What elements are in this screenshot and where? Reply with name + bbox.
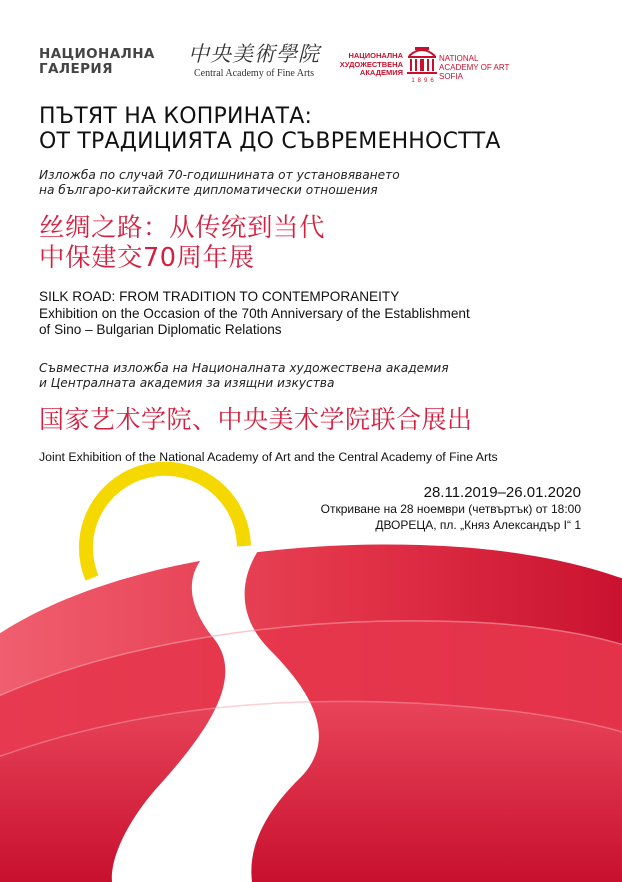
naa-logo [339,42,539,88]
national-gallery-logo-line: НАЦИОНАЛНА [39,46,155,62]
naa-logo-bulgarian-line: АКАДЕМИЯ [359,68,403,77]
academy-building-icon [405,42,439,78]
event-opening: Откриване на 28 ноември (четвъртък) от 18:00 [320,502,581,516]
naa-logo-bulgarian-line: ХУДОЖЕСТВЕНА [339,59,403,69]
joint-exhibition-bulgarian-line: Съвместна изложба на Националната художествена академия [39,361,449,375]
naa-logo-year: 1896 [411,78,437,84]
event-dates: 28.11.2019–26.01.2020 [423,484,581,501]
title-chinese-line: 丝绸之路：从传统到当代 [39,213,326,243]
event-details [321,484,581,533]
title-chinese [39,213,325,273]
cafa-logo-chinese: 中央美術學院 [188,42,320,66]
joint-exhibition-chinese: 国家艺术学院、中央美术学院联合展出 [39,405,473,434]
joint-exhibition-bulgarian [39,361,449,390]
title-english-line: of Sino – Bulgarian Diplomatic Relations [39,322,282,337]
title-english-line: Exhibition on the Occasion of the 70th Anniversary of the Establishment [39,305,470,321]
subtitle-bulgarian-line: на българо-китайските дипломатически отношения [39,182,378,197]
national-gallery-logo [39,47,169,77]
subtitle-bulgarian [39,168,400,197]
cafa-logo-english: Central Academy of Fine Arts [194,68,314,79]
naa-logo-english-line: SOFIA [439,72,464,81]
event-venue: ДВОРЕЦА, пл. „Княз Александър I“ 1 [375,517,581,532]
title-bulgarian-line: ОТ ТРАДИЦИЯТА ДО СЪВРЕМЕННОСТТА [39,129,501,154]
naa-logo-bulgarian-line: НАЦИОНАЛНА [348,51,403,60]
naa-logo-english-line: NATIONAL [439,54,479,63]
cafa-logo [188,42,320,80]
naa-logo-bulgarian [339,52,403,78]
subtitle-bulgarian-line: Изложба по случай 70-годишнината от установяването [39,168,400,182]
title-english [39,289,470,339]
title-chinese-line: 中保建交70周年展 [39,243,255,273]
title-bulgarian [39,104,501,154]
national-gallery-logo-line: ГАЛЕРИЯ [39,61,113,77]
title-bulgarian-line: ПЪТЯТ НА КОПРИНАТА: [39,104,313,129]
joint-exhibition-english: Joint Exhibition of the National Academy of Art and the Central Academy of Fine Arts [39,450,498,464]
title-english-line: SILK ROAD: FROM TRADITION TO CONTEMPORANEITY [39,289,400,304]
naa-logo-english [439,54,509,81]
naa-logo-english-line: ACADEMY OF ART [439,63,510,72]
joint-exhibition-bulgarian-line: и Централната академия за изящни изкуства [39,375,335,390]
